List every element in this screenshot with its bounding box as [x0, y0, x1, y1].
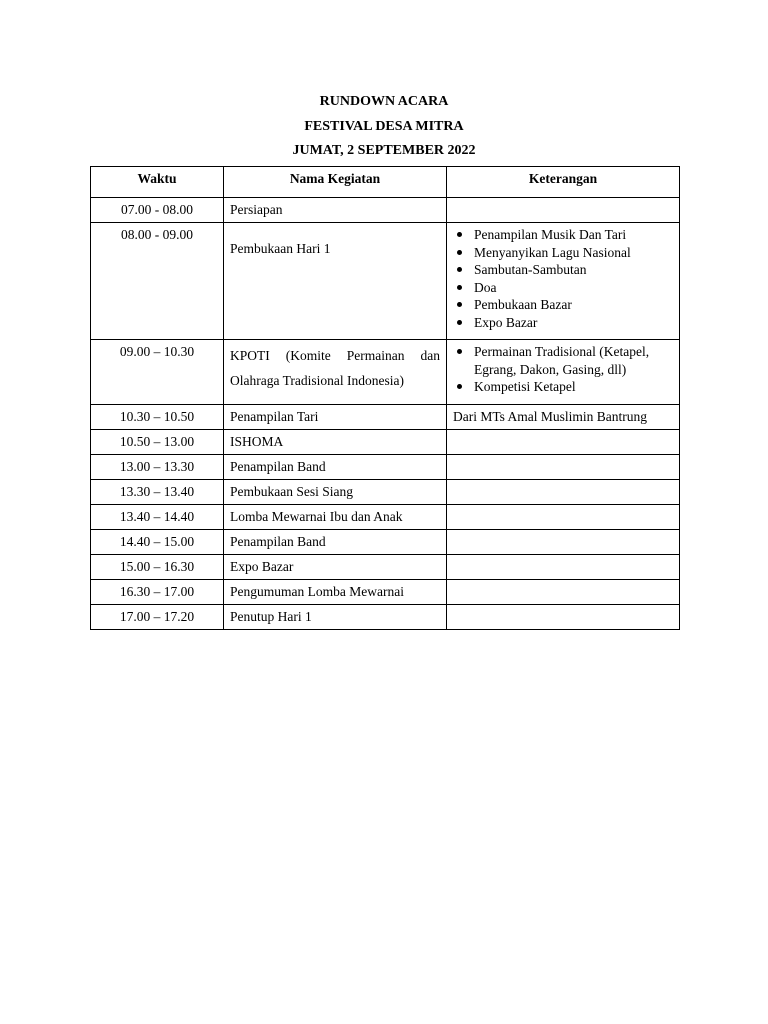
- activity-cell: Penampilan Band: [224, 455, 447, 480]
- table-row: [91, 430, 680, 455]
- list-item: Sambutan-Sambutan: [453, 261, 673, 279]
- activity-cell: [224, 223, 447, 340]
- time-cell: 17.00 – 17.20: [91, 605, 224, 630]
- activity-cell: Pembukaan Sesi Siang: [224, 480, 447, 505]
- time-cell: 10.50 – 13.00: [91, 430, 224, 455]
- notes-cell: [447, 580, 680, 605]
- activity-cell: ISHOMA: [224, 430, 447, 455]
- activity-text-line-2: Olahraga Tradisional Indonesia): [230, 373, 404, 388]
- table-row: [91, 340, 680, 405]
- time-cell: 15.00 – 16.30: [91, 555, 224, 580]
- list-item: Penampilan Musik Dan Tari: [453, 226, 673, 244]
- title-line-2: FESTIVAL DESA MITRA: [304, 118, 464, 134]
- notes-cell: [447, 555, 680, 580]
- list-item: Menyanyikan Lagu Nasional: [453, 244, 673, 262]
- notes-list: [453, 343, 673, 396]
- column-header-nama-kegiatan: Nama Kegiatan: [224, 167, 447, 198]
- notes-cell: [447, 455, 680, 480]
- table-row: [91, 405, 680, 430]
- notes-cell: [447, 430, 680, 455]
- list-item: Kompetisi Ketapel: [453, 378, 673, 396]
- activity-cell: Persiapan: [224, 198, 447, 223]
- activity-cell: Penutup Hari 1: [224, 605, 447, 630]
- time-cell: 09.00 – 10.30: [91, 340, 224, 405]
- activity-cell: Lomba Mewarnai Ibu dan Anak: [224, 505, 447, 530]
- activity-cell: Penampilan Tari: [224, 405, 447, 430]
- notes-cell: [447, 198, 680, 223]
- column-header-waktu: Waktu: [91, 167, 224, 198]
- table-row: [91, 605, 680, 630]
- title-line-3: JUMAT, 2 SEPTEMBER 2022: [292, 143, 476, 158]
- time-cell: 13.30 – 13.40: [91, 480, 224, 505]
- time-cell: 08.00 - 09.00: [91, 223, 224, 340]
- time-cell: 13.00 – 13.30: [91, 455, 224, 480]
- notes-cell: [447, 340, 680, 405]
- time-cell: 07.00 - 08.00: [91, 198, 224, 223]
- activity-cell: Expo Bazar: [224, 555, 447, 580]
- table-row: [91, 505, 680, 530]
- activity-cell: Penampilan Band: [224, 530, 447, 555]
- activity-cell: Pengumuman Lomba Mewarnai: [224, 580, 447, 605]
- list-item: Doa: [453, 279, 673, 297]
- notes-cell: Dari MTs Amal Muslimin Bantrung: [447, 405, 680, 430]
- time-cell: 16.30 – 17.00: [91, 580, 224, 605]
- table-row: [91, 198, 680, 223]
- notes-cell: [447, 223, 680, 340]
- table-row: [91, 530, 680, 555]
- table-row: [91, 580, 680, 605]
- table-row: [91, 480, 680, 505]
- table-row: [91, 455, 680, 480]
- column-header-keterangan: Keterangan: [447, 167, 680, 198]
- list-item: Pembukaan Bazar: [453, 296, 673, 314]
- table-row: [91, 223, 680, 340]
- time-cell: 14.40 – 15.00: [91, 530, 224, 555]
- rundown-table: [90, 166, 680, 630]
- title-line-1: RUNDOWN ACARA: [319, 94, 449, 109]
- time-cell: 10.30 – 10.50: [91, 405, 224, 430]
- title-block: [0, 90, 768, 164]
- notes-cell: [447, 480, 680, 505]
- notes-cell: [447, 505, 680, 530]
- table-row: [91, 555, 680, 580]
- notes-list: [453, 226, 673, 331]
- list-item: Expo Bazar: [453, 314, 673, 332]
- activity-cell: [224, 340, 447, 405]
- time-cell: 13.40 – 14.40: [91, 505, 224, 530]
- list-item: Permainan Tradisional (Ketapel, Egrang, Dakon, Gasing, dll): [453, 343, 673, 378]
- activity-text-line-1: KPOTI (Komite Permainan dan: [230, 348, 440, 363]
- notes-cell: [447, 530, 680, 555]
- notes-cell: [447, 605, 680, 630]
- table-header-row: [91, 167, 680, 198]
- activity-text: Pembukaan Hari 1: [230, 241, 331, 256]
